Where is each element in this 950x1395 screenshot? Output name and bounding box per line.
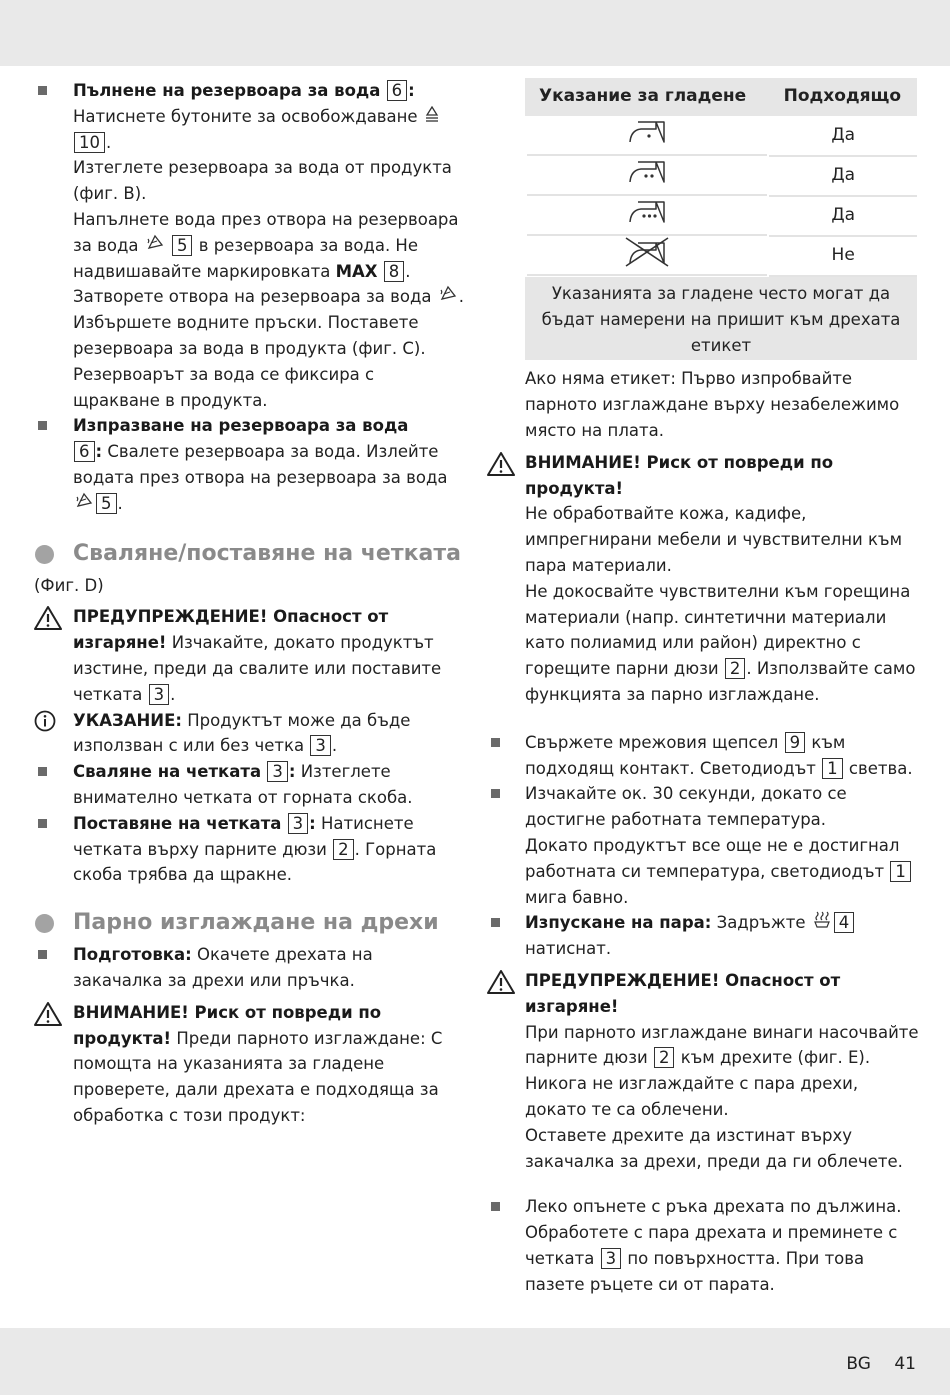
plug-in-step	[487, 730, 919, 782]
step-text: . Горната скоба трябва да щракне.	[73, 839, 437, 885]
bullet-square	[38, 421, 47, 430]
warning-icon	[34, 605, 62, 631]
ironing-table	[525, 78, 917, 277]
suitable-value: Да	[769, 116, 917, 156]
info-text: Продуктът може да бъде използван с или без четка	[73, 710, 411, 756]
table-row	[525, 236, 917, 276]
iron-one-dot-icon	[527, 116, 767, 156]
step-title: Изпускане на пара:	[525, 913, 712, 933]
caution-text: Не обработвайте кожа, кадифе, импрегнирани мебели и чувствителни към пара материали.	[525, 504, 903, 575]
figure-reference: (Фиг. D)	[34, 575, 104, 595]
step-text: светва.	[848, 758, 913, 778]
iron-three-dots-icon	[527, 196, 767, 236]
caution-title: ВНИМАНИЕ! Риск от повреди по продукта!	[73, 1002, 382, 1048]
wait-step	[487, 781, 919, 910]
ref-box: 2	[725, 658, 746, 679]
caution-title: ВНИМАНИЕ! Риск от повреди по продукта!	[525, 452, 834, 498]
section-heading-steaming	[34, 908, 464, 938]
step-text: Докато продуктът все още не е достигнал работната си температура, светодиодът	[525, 835, 900, 881]
preparation-step	[34, 942, 464, 994]
empty-tank-title: Изпразване на резервоара за вода	[73, 416, 409, 436]
table-row	[525, 156, 917, 196]
bullet-square	[38, 819, 47, 828]
ref-box: 3	[267, 761, 288, 782]
colon: :	[408, 81, 415, 100]
ref-box: 2	[333, 839, 354, 860]
warning-text: Никога не изглаждайте с пара дрехи, докато те са облечени.	[525, 1074, 859, 1119]
burn-warning	[34, 604, 464, 707]
bottom-band	[0, 1328, 950, 1395]
period: .	[331, 736, 338, 756]
step-title: Поставяне на четката	[73, 813, 282, 833]
section-bullet	[35, 914, 54, 933]
water-fill-icon	[75, 491, 93, 517]
warning-text: към дрехите (фиг. E).	[680, 1048, 871, 1068]
info-note	[34, 708, 464, 760]
fill-line1: Натиснете бутоните за освобождаване	[73, 106, 418, 126]
steam-button-icon	[813, 910, 831, 936]
fill-line4: Затворете отвора на резервоара за вода	[73, 287, 432, 307]
ref-box: 10	[74, 132, 105, 153]
ref-box: 9	[785, 732, 806, 753]
pull-garment-step	[487, 1194, 919, 1297]
step-text: Окачете дрехата на закачалка за дрехи или пръчка.	[73, 945, 373, 990]
ref-box: 5	[96, 493, 117, 514]
no-label-text: Ако няма етикет: Първо изпробвайте парното изглаждане върху незабележимо място на плата.	[525, 369, 900, 440]
info-icon	[34, 710, 56, 732]
caution-text: Не докосвайте чувствителни към горещина материали (напр. синтетични материали като полиамид или район) директно с горещите парни дюзи	[525, 581, 911, 679]
info-title: УКАЗАНИЕ:	[73, 710, 182, 730]
right-column	[487, 78, 919, 1297]
warning-icon	[487, 451, 515, 477]
water-fill-icon	[439, 284, 457, 310]
ref-box: 4	[834, 912, 855, 933]
step-text: Задръжте	[716, 913, 806, 933]
iron-crossed-out-icon	[527, 236, 767, 276]
ref-box: 3	[149, 684, 170, 705]
attach-brush-step	[34, 811, 464, 888]
section-title: Сваляне/поставяне на четката	[73, 540, 461, 566]
step-text: натиснат.	[525, 939, 612, 959]
suitable-value: Да	[769, 196, 917, 236]
section-heading-brush	[34, 539, 464, 569]
step-text: Изтеглете внимателно четката от горната скоба.	[73, 762, 413, 807]
remove-brush-step	[34, 759, 464, 811]
bullet-square	[491, 1202, 500, 1211]
water-fill-icon	[146, 233, 164, 259]
colon: :	[288, 762, 296, 782]
bullet-square	[491, 738, 500, 747]
fill-line3: Напълнете вода през отвора на резервоара за вода	[73, 209, 459, 255]
ref-box: 3	[288, 813, 309, 834]
fill-tank-step	[34, 78, 464, 413]
caution-text: . Използвайте само функцията за парно изглаждане.	[525, 659, 916, 704]
bullet-square	[491, 918, 500, 927]
period: .	[106, 132, 112, 152]
table-row	[525, 196, 917, 236]
empty-tank-step	[34, 413, 464, 516]
bullet-square	[38, 950, 47, 959]
max-mark: MAX	[335, 261, 378, 281]
table-header-symbol: Указание за гладене	[525, 78, 769, 116]
burn-warning-2	[487, 968, 919, 1174]
language-code: BG	[846, 1354, 871, 1374]
ref-box: 6	[74, 441, 95, 462]
period: .	[458, 287, 465, 307]
top-band	[0, 0, 950, 66]
table-header-suitable: Подходящо	[769, 78, 917, 116]
step-text: по повърхността. При това пазете ръцете си от парата.	[525, 1248, 865, 1294]
ref-box: 1	[890, 861, 911, 882]
caution-damage	[34, 1000, 464, 1129]
warning-icon	[34, 1001, 62, 1027]
step-text: Натиснете четката върху парните дюзи	[73, 813, 414, 859]
table-row	[525, 116, 917, 156]
release-button-icon	[425, 104, 439, 130]
period: .	[170, 684, 176, 704]
step-text: към подходящ контакт. Светодиодът	[525, 732, 846, 778]
fill-tank-title: Пълнене на резервоара за вода	[73, 81, 381, 100]
ref-box: 5	[172, 235, 193, 256]
bullet-square	[491, 789, 500, 798]
left-column	[34, 78, 464, 1129]
warning-text: При парното изглаждане винаги насочвайте парните дюзи	[525, 1022, 919, 1068]
ref-box: 1	[822, 758, 843, 779]
step-text: Леко опънете с ръка дрехата по дължина. Обработете с пара дрехата и преминете с четката	[525, 1197, 902, 1268]
period: .	[117, 493, 123, 513]
section-bullet	[35, 545, 54, 564]
ref-box: 6	[387, 80, 408, 101]
page-number: 41	[894, 1354, 916, 1374]
warning-text: Изчакайте, докато продуктът изстине, преди да свалите или поставите четката	[73, 633, 442, 704]
bullet-square	[38, 767, 47, 776]
step-title: Сваляне на четката	[73, 762, 262, 782]
warning-icon	[487, 969, 515, 995]
warning-title: ПРЕДУПРЕЖДЕНИЕ! Опасност от изгаряне!	[525, 970, 841, 1016]
suitable-value: Да	[769, 156, 917, 196]
step-text: Изчакайте ок. 30 секунди, докато се достигне работната температура.	[525, 784, 847, 830]
steam-release-step	[487, 910, 919, 962]
step-title: Подготовка:	[73, 945, 192, 965]
period: .	[405, 261, 411, 281]
colon: :	[95, 442, 103, 462]
step-text: мига бавно.	[525, 887, 629, 907]
step-text: Свържете мрежовия щепсел	[525, 732, 779, 752]
warning-title: ПРЕДУПРЕЖДЕНИЕ! Опасност от изгаряне!	[73, 607, 389, 653]
ref-box: 8	[384, 261, 405, 282]
suitable-value: Не	[769, 236, 917, 276]
page-footer	[828, 1354, 916, 1374]
bullet-square	[38, 86, 47, 95]
ref-box: 2	[654, 1047, 675, 1068]
table-note: Указанията за гладене често могат да бъдат намерени на пришит към дрехата етикет	[525, 277, 917, 360]
iron-two-dots-icon	[527, 156, 767, 196]
empty-tank-text: Свалете резервоара за вода. Излейте водата през отвора на резервоара за вода	[73, 442, 448, 487]
caution-materials	[487, 450, 919, 708]
section-title: Парно изглаждане на дрехи	[73, 910, 439, 936]
ref-box: 3	[310, 735, 331, 756]
fill-line2: Изтеглете резервоара за вода от продукта (фиг. B).	[73, 158, 452, 204]
colon: :	[309, 813, 316, 833]
caution-text: Преди парното изглаждане: С помощта на указанията за гладене проверете, дали дрехата е подходяща за обработка с този продукт:	[73, 1028, 443, 1125]
warning-text: Оставете дрехите да изстинат върху закачалка за дрехи, преди да ги облечете.	[525, 1125, 903, 1171]
fill-line3b: в резервоара за вода. Не надвишавайте маркировката	[73, 235, 418, 281]
ref-box: 3	[601, 1248, 622, 1269]
fill-line5: Избършете водните пръски. Поставете резервоара за вода в продукта (фиг. C). Резервоарът за вода се фиксира с щракване в продукта.	[73, 313, 426, 410]
